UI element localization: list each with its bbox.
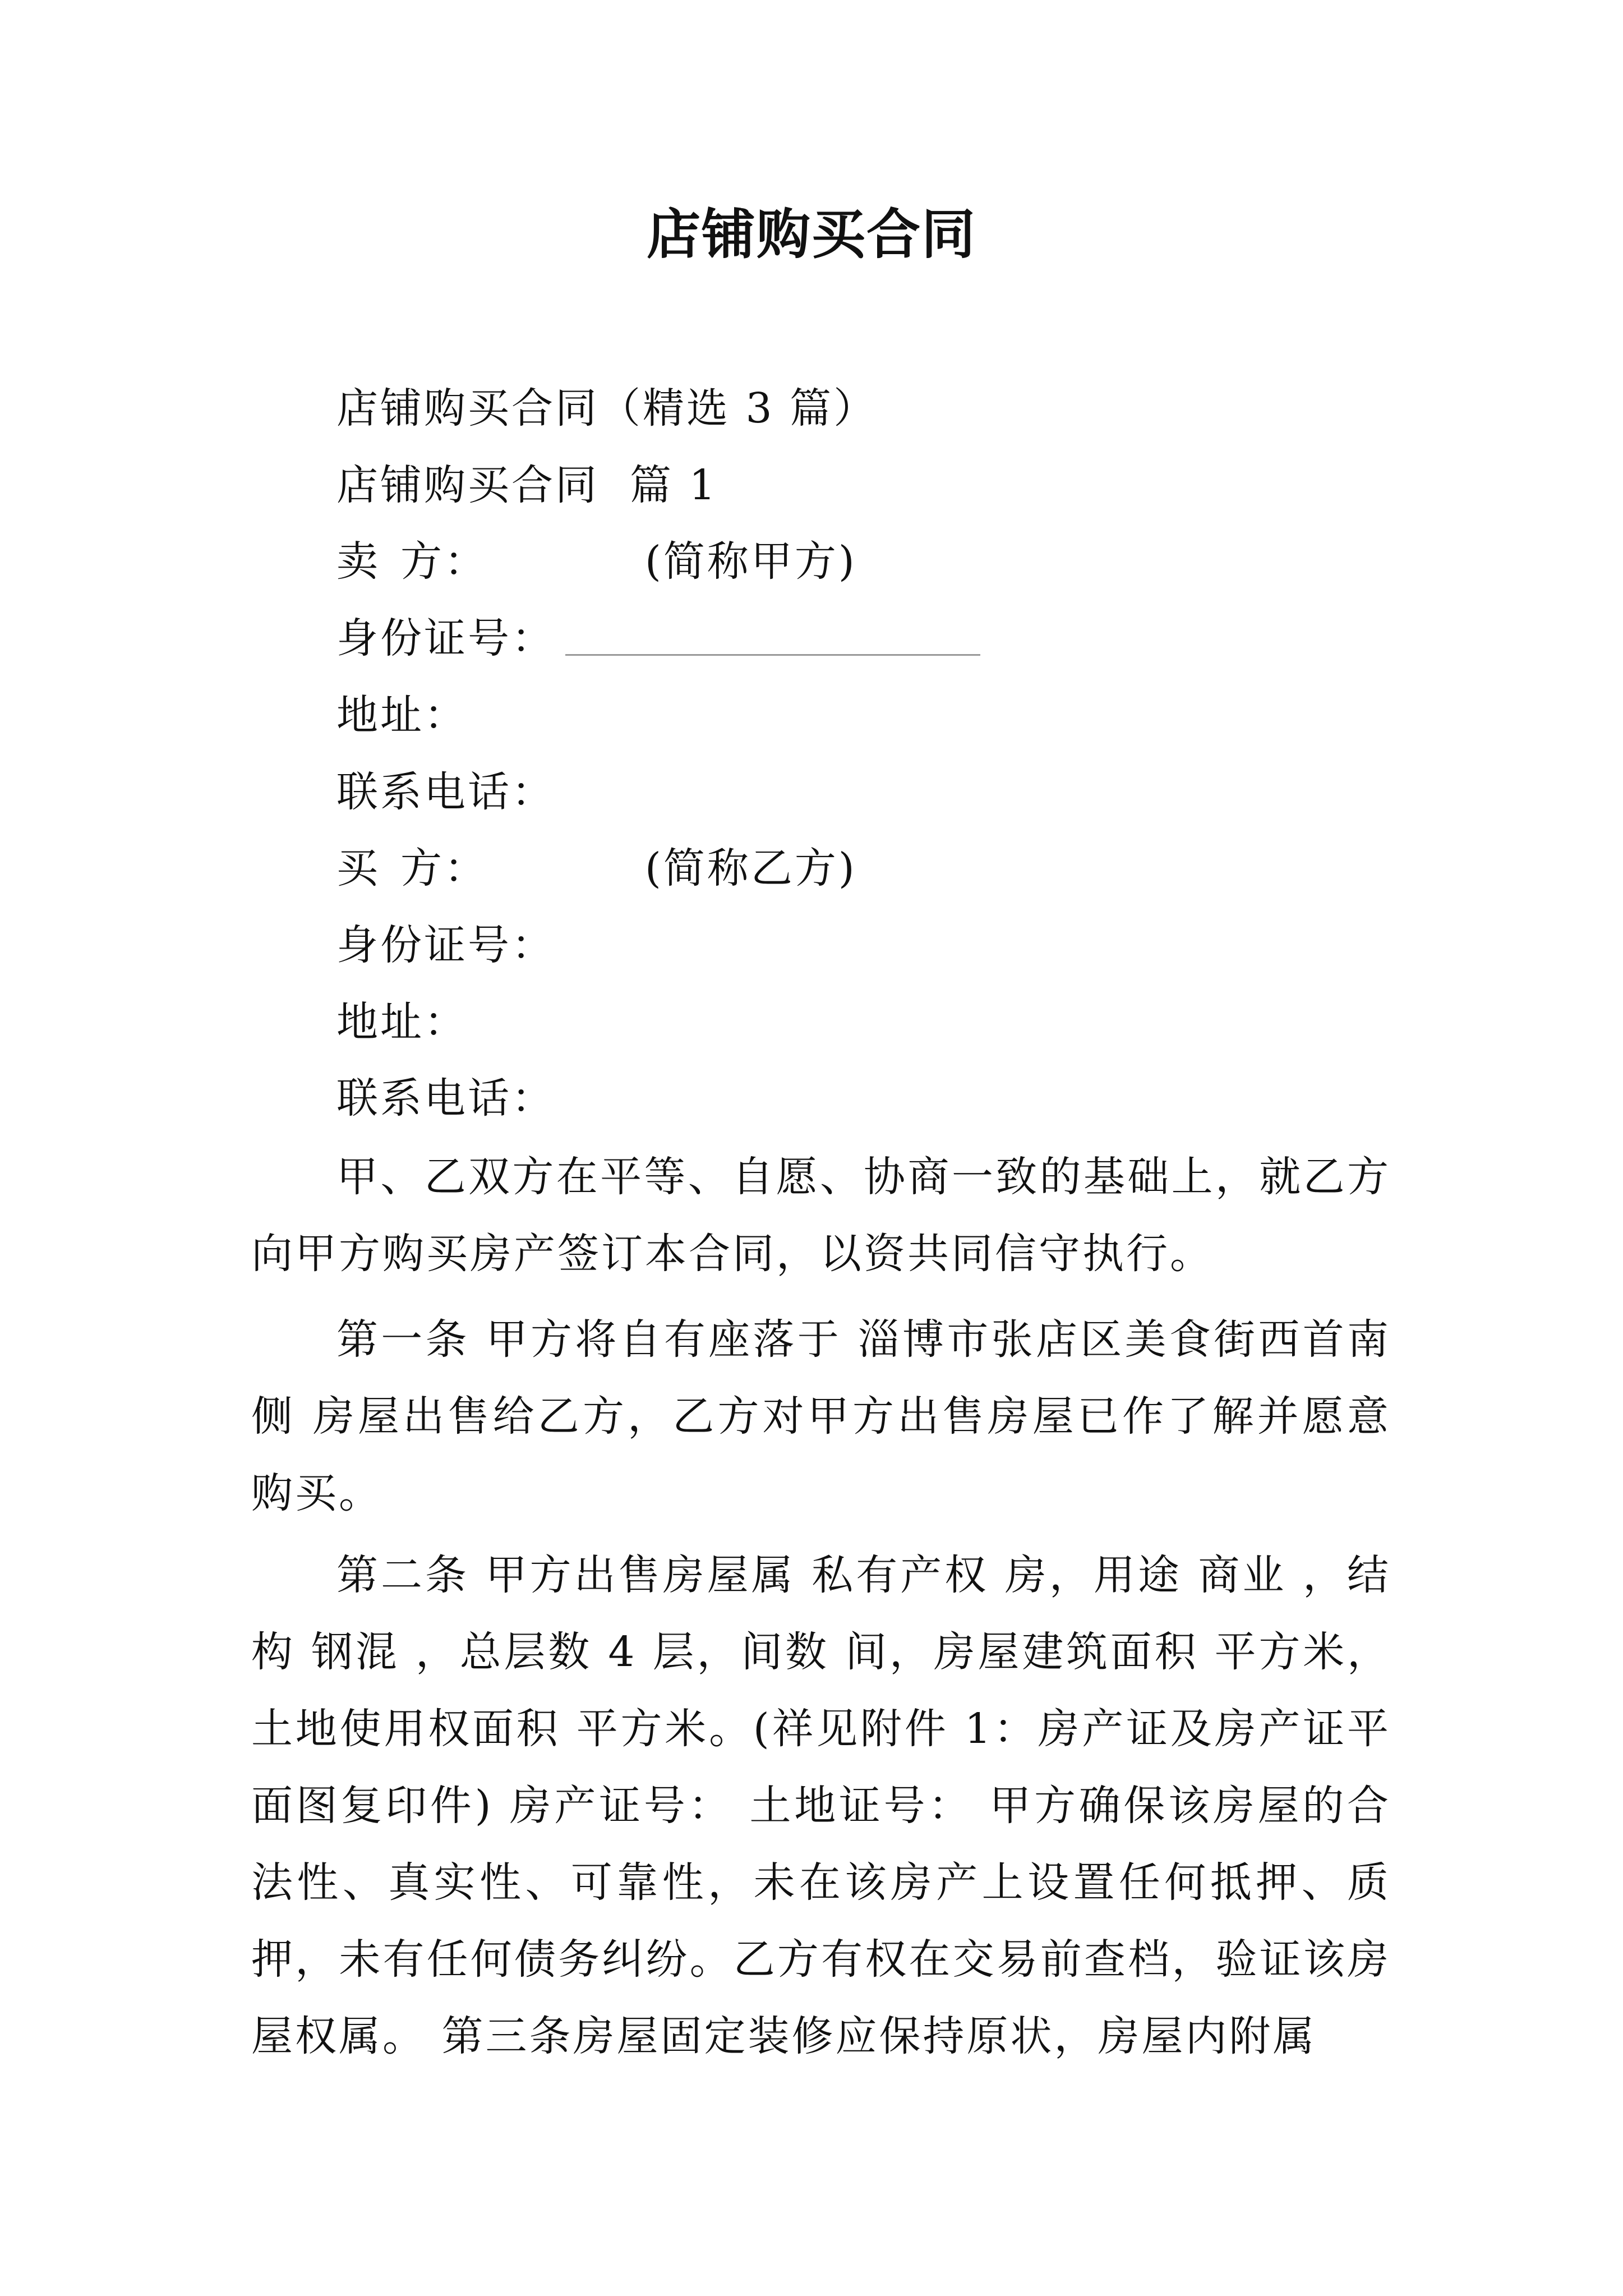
buyer-label: 买 <box>336 844 380 892</box>
seller-phone-label: 联系电话： <box>336 768 555 816</box>
buyer-line <box>336 840 857 896</box>
document-subtitle: 店铺购买合同（精选 3 篇） <box>336 384 878 432</box>
seller-line <box>336 533 857 590</box>
seller-id-blank <box>565 652 980 656</box>
article-1-paragraph: 第一条 甲方将自有座落于 淄博市张店区美食街西首南侧 房屋出售给乙方，乙方对甲方出售房屋已作了解并愿意购买。 <box>251 1315 1391 1517</box>
buyer-address-label: 地址： <box>336 998 468 1046</box>
seller-note: (简称甲方) <box>645 537 857 586</box>
intro-paragraph: 甲、乙双方在平等、自愿、协商一致的基础上，就乙方向甲方购买房产签订本合同，以资共同信守执行。 <box>251 1153 1391 1278</box>
seller-label: 卖 <box>336 537 380 586</box>
article-2-paragraph: 第二条 甲方出售房屋属 私有产权 房，用途 商业 ，结构 钢混 ，总层数 4 层，间数 间，房屋建筑面积 平方米，土地使用权面积 平方米。(祥见附件 1：房产证及房产证平面图复印件) 房产证号： 土地证号： 甲方确保该房屋的合法性、真实性、可靠性，未在该房产上设置任何抵押、质押，未有任何债务纠纷。乙方有权在交易前查档，验证该房屋权属。 第三条房屋固定装修应保持原状，房屋内附属 <box>251 1551 1391 2060</box>
buyer-note: (简称乙方) <box>645 844 857 892</box>
buyer-phone-label: 联系电话： <box>336 1074 555 1122</box>
seller-id-line <box>336 610 980 666</box>
buyer-label-2: 方： <box>400 844 488 892</box>
seller-address-label: 地址： <box>336 691 468 739</box>
section-heading: 店铺购买合同 篇 1 <box>336 461 718 509</box>
document-title: 店铺购买合同 <box>647 203 976 266</box>
buyer-id-label: 身份证号： <box>336 921 555 969</box>
seller-id-label: 身份证号： <box>336 614 555 662</box>
seller-label-2: 方： <box>400 537 488 586</box>
